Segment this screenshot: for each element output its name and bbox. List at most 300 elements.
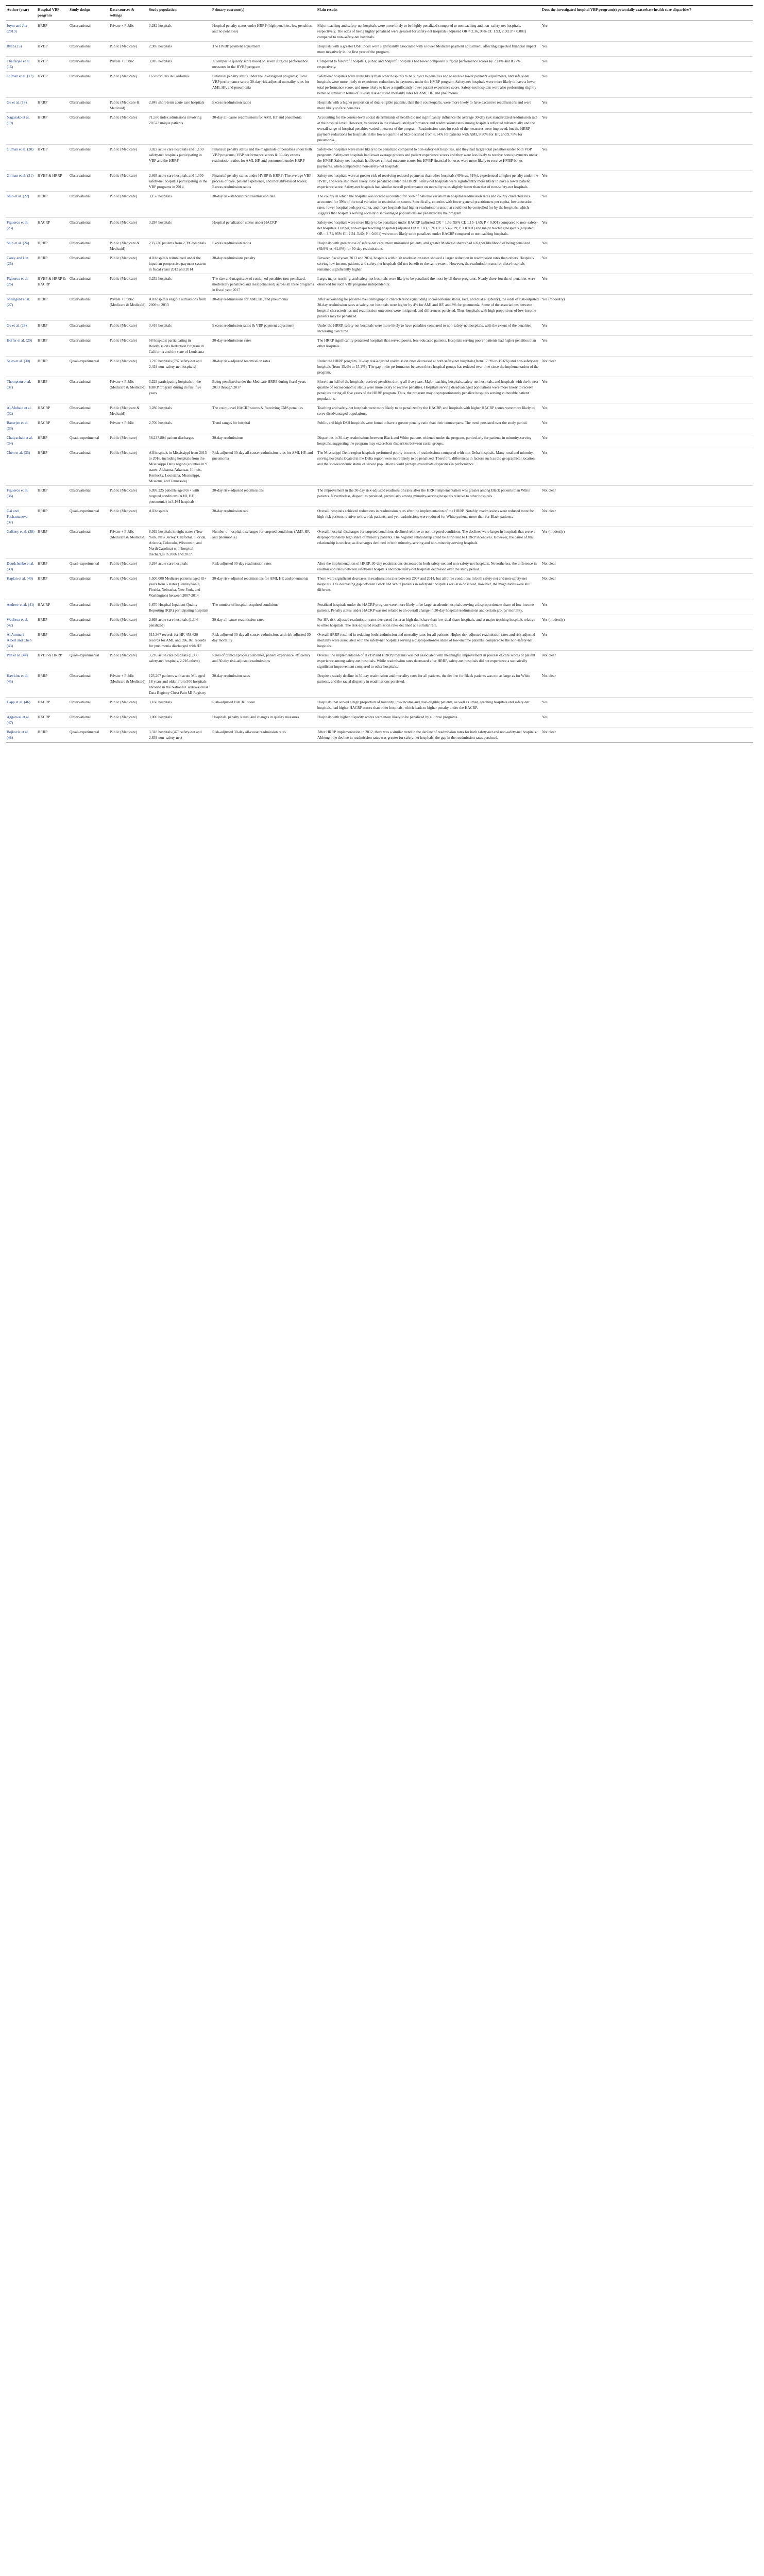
cell-author[interactable]: Banerjee et al. (33)	[6, 418, 37, 433]
table-row	[6, 171, 753, 192]
cell-design: Observational	[69, 295, 109, 321]
cell-outcome: 30-day readmissions rates	[211, 336, 316, 357]
cell-disparity: Yes (modestly)	[541, 295, 753, 321]
cell-population: 6,099,225 patients aged 65+ with targeted conditions (AMI, HF, pneumonia) in 3,164 hospitals	[148, 486, 211, 506]
column-header-outcome: Primary outcome(s)	[211, 6, 316, 21]
cell-disparity: Not clear	[541, 671, 753, 698]
cell-population: 3,216 acute care hospitals (1,000 safety-net hospitals, 2,216 others)	[148, 651, 211, 671]
cell-author[interactable]: Aggarwal et al. (47)	[6, 713, 37, 727]
cell-source: Private + Public (Medicare & Medicaid)	[109, 671, 148, 698]
cell-outcome: Hospitals' penalty status, and changes in quality measures	[211, 713, 316, 727]
table-row	[6, 218, 753, 239]
cell-disparity: Yes (modestly)	[541, 527, 753, 559]
cell-outcome: 30-day readmissions for AMI, HF, and pneumonia	[211, 295, 316, 321]
cell-program: HVBP	[37, 72, 69, 98]
cell-design: Observational	[69, 192, 109, 218]
cell-outcome: Rates of clinical process outcomes, patient experience, efficiency and 30-day risk-adjusted readmissions	[211, 651, 316, 671]
cell-population: 68 hospitals participating in Readmissions Reduction Program in California and the state of Louisiana	[148, 336, 211, 357]
cell-source: Public (Medicare)	[109, 615, 148, 630]
cell-outcome: Risk-adjusted 30-day all-cause readmission rates	[211, 727, 316, 742]
cell-population: 515,367 records for HF, 458,620 records for AMI, and 596,161 records for pneumonia discharged with HF	[148, 630, 211, 651]
cell-source: Public (Medicare)	[109, 486, 148, 506]
cell-disparity: Yes	[541, 377, 753, 403]
column-header-design: Study design	[69, 6, 109, 21]
cell-population: All hospitals reimbursed under the inpatient prospective payment system in fiscal years 2013 and 2014	[148, 253, 211, 274]
cell-results: Large, major teaching, and safety-net hospitals were likely to be penalized the most by all three programs. Nearly three-fourths of penalties were observed for such VBP programs independently.	[316, 274, 541, 295]
table-body	[6, 21, 753, 742]
cell-source: Public (Medicare)	[109, 727, 148, 742]
cell-disparity: Yes	[541, 336, 753, 357]
cell-program: HACRP	[37, 600, 69, 615]
cell-disparity: Yes	[541, 448, 753, 486]
cell-author[interactable]: Nagasako et al. (19)	[6, 113, 37, 145]
cell-design: Observational	[69, 239, 109, 253]
cell-source: Public (Medicare)	[109, 698, 148, 713]
cell-program: HACRP	[37, 418, 69, 433]
cell-design: Observational	[69, 145, 109, 171]
cell-program: HACRP	[37, 403, 69, 418]
cell-disparity: Yes	[541, 418, 753, 433]
cell-author[interactable]: Shih et al. (24)	[6, 239, 37, 253]
cell-outcome: 30-day risk-adjusted readmissions	[211, 486, 316, 506]
cell-program: HRRP	[37, 630, 69, 651]
cell-results: Safety-net hospitals were at greater risk of receiving reduced payments than other hospitals (49% vs. 51%), experienced a higher penalty under the HVBP, and were also more likely to be penalized under the HRRP. Safety-net hospitals were significantly more likely to have a lower patient experience score. Safety-net hospitals had similar overall performance on mortality rates slightly better than that of non-safety-net hospitals.	[316, 171, 541, 192]
cell-disparity: Not clear	[541, 357, 753, 377]
cell-population: 3,155 hospitals	[148, 192, 211, 218]
cell-disparity: Yes	[541, 274, 753, 295]
cell-author[interactable]: Chen et al. (35)	[6, 448, 37, 486]
cell-source: Public (Medicare & Medicaid)	[109, 403, 148, 418]
cell-outcome: 30-day risk-adjusted readmissions for AMI, HF, and pneumonia	[211, 574, 316, 600]
cell-outcome: Risk-adjusted HACRP score	[211, 698, 316, 713]
cell-results: Hospitals with greater use of safety-net care, more uninsured patients, and greater Medicaid shares had a higher likelihood of being penalized (69.9% vs. 61.0%) for 90-day readmissions.	[316, 239, 541, 253]
cell-disparity: Not clear	[541, 574, 753, 600]
table-row	[6, 98, 753, 113]
cell-source: Private + Public (Medicare & Medicaid)	[109, 377, 148, 403]
cell-population: All hospitals eligible admissions from 2009 to 2013	[148, 295, 211, 321]
cell-results: For HF, risk-adjusted readmission rates decreased faster at high-dual share than low-dual share hospitals, and at major teaching hospitals relative to other hospitals. The risk-adjusted readmission rates declined at a similar rate.	[316, 615, 541, 630]
cell-source: Public (Medicare)	[109, 559, 148, 574]
cell-disparity: Yes	[541, 239, 753, 253]
cell-results: Overall, hospital discharges for targeted conditions declined relative to non-targeted conditions. The declines were larger in hospitals that serve a disproportionately high share of minority patients. The negative relationship could be attributed to HRRP incentives. However, the cause of this relationship is unclear, as discharges declined in both minority-serving and non-minority-serving hospitals.	[316, 527, 541, 559]
cell-source: Public (Medicare)	[109, 448, 148, 486]
cell-results: Despite a steady decline in 30-day readmission and mortality rates for all patients, the decline for Black patients was not as large as for White patients, and the racial disparity in readmissions persisted.	[316, 671, 541, 698]
cell-program: HRRP	[37, 506, 69, 527]
cell-design: Observational	[69, 698, 109, 713]
cell-source: Public (Medicare)	[109, 600, 148, 615]
cell-outcome: 30-day readmissions penalty	[211, 253, 316, 274]
cell-design: Observational	[69, 527, 109, 559]
cell-author[interactable]: Kaplan et al. (40)	[6, 574, 37, 600]
cell-source: Public (Medicare)	[109, 192, 148, 218]
cell-population: 58,237,804 patient discharges	[148, 433, 211, 448]
cell-outcome: 30-day risk-standardized readmission rate	[211, 192, 316, 218]
cell-program: HRRP	[37, 253, 69, 274]
cell-author[interactable]: Gilman et al. (17)	[6, 72, 37, 98]
cell-population: 3,318 hospitals (479 safety-net and 2,839 non–safety-net)	[148, 727, 211, 742]
cell-program: HRRP	[37, 527, 69, 559]
cell-program: HVBP & HRRP	[37, 171, 69, 192]
table-row	[6, 727, 753, 742]
cell-outcome: Hospital penalization status under HACRP	[211, 218, 316, 239]
table-row	[6, 357, 753, 377]
table-row	[6, 57, 753, 72]
cell-disparity: Yes	[541, 698, 753, 713]
cell-outcome: 30-day risk-adjusted readmission rates	[211, 357, 316, 377]
table-row	[6, 615, 753, 630]
cell-program: HVBP	[37, 145, 69, 171]
cell-outcome: 30-day readmissions	[211, 433, 316, 448]
cell-outcome: A composite quality score based on seven surgical performance measures in the HVBP program	[211, 57, 316, 72]
cell-population: 3,264 acute care hospitals	[148, 559, 211, 574]
cell-program: HRRP	[37, 486, 69, 506]
table-row	[6, 21, 753, 42]
cell-program: HACRP	[37, 698, 69, 713]
cell-program: HVBP & HRRP & HACRP	[37, 274, 69, 295]
cell-outcome: Risk-adjusted 30-day all-cause readmissions and risk-adjusted 30-day mortality	[211, 630, 316, 651]
table-row	[6, 486, 753, 506]
cell-source: Public (Medicare)	[109, 171, 148, 192]
cell-outcome: 30-day readmission rates	[211, 671, 316, 698]
cell-results: Hospitals with a higher proportion of dual-eligible patients, than their counterparts, were more likely to have excessive readmissions and were more likely to face penalties.	[316, 98, 541, 113]
cell-outcome: The HVBP payment adjustment	[211, 42, 316, 57]
cell-program: HRRP	[37, 239, 69, 253]
table-row	[6, 113, 753, 145]
cell-disparity: Yes	[541, 42, 753, 57]
cell-program: HACRP	[37, 713, 69, 727]
cell-outcome: The number of hospital-acquired conditions	[211, 600, 316, 615]
cell-source: Public (Medicare)	[109, 574, 148, 600]
column-header-disparity: Does the investigated hospital VBP program(s) potentially exacerbate health care disparities?	[541, 6, 753, 21]
table-row	[6, 506, 753, 527]
cell-program: HACRP	[37, 218, 69, 239]
cell-author[interactable]: Chatterjee et al. (16)	[6, 57, 37, 72]
cell-program: HRRP	[37, 321, 69, 336]
cell-outcome: Hospital penalty status under HRRP (high penalties, low penalties, and no penalties)	[211, 21, 316, 42]
column-header-author: Author (year)	[6, 6, 37, 21]
cell-source: Public (Medicare)	[109, 145, 148, 171]
cell-program: HRRP	[37, 357, 69, 377]
cell-program: HVBP & HRRP	[37, 651, 69, 671]
cell-outcome: Financial penalty status under the investigated programs; Total VBP performance score; 30-day risk-adjusted mortality rates for AMI, HF, and pneumonia	[211, 72, 316, 98]
table-row	[6, 403, 753, 418]
cell-source: Public (Medicare)	[109, 713, 148, 727]
cell-population: All hospitals	[148, 506, 211, 527]
cell-design: Observational	[69, 321, 109, 336]
cell-design: Observational	[69, 615, 109, 630]
cell-design: Quasi-experimental	[69, 727, 109, 742]
table-row	[6, 671, 753, 698]
cell-design: Observational	[69, 600, 109, 615]
cell-author[interactable]: Figueroa et al. (23)	[6, 218, 37, 239]
cell-author[interactable]: Sheingold et al. (27)	[6, 295, 37, 321]
cell-source: Public (Medicare)	[109, 42, 148, 57]
cell-disparity: Yes	[541, 253, 753, 274]
table-row	[6, 433, 753, 448]
cell-disparity: Yes	[541, 145, 753, 171]
cell-author[interactable]: Al Ammari-Albert and Chen (43)	[6, 630, 37, 651]
cell-program: HRRP	[37, 559, 69, 574]
cell-results: The Mississippi Delta region hospitals performed poorly in terms of readmissions compared with non-Delta hospitals. Many rural and minority-serving hospitals located in the Delta region were more likely to be penalized. Therefore, differences in factors such as the geographical location and the socioeconomic status of served populations could perhaps exacerbate disparities in performance.	[316, 448, 541, 486]
cell-population: 2,849 short-term acute care hospitals	[148, 98, 211, 113]
cell-program: HRRP	[37, 727, 69, 742]
cell-source: Public (Medicare)	[109, 218, 148, 239]
cell-program: HVBP	[37, 42, 69, 57]
cell-results: After accounting for patient-level demographic characteristics (including socioeconomic status, race, and dual eligibility), the odds of risk-adjusted 30-day readmission rates at safety-net hospitals were higher by 4% for AMI and HF, and 3% for pneumonia. Some of the associations between hospital characteristics and readmission outcomes were mitigated, and differences persisted. Thus, hospitals with high proportions of low-income patients may be penalized.	[316, 295, 541, 321]
cell-design: Observational	[69, 630, 109, 651]
cell-design: Quasi-experimental	[69, 506, 109, 527]
cell-outcome: The count-level HACRP scores & Receiving CMS penalties	[211, 403, 316, 418]
cell-results: There were significant decreases in readmission rates between 2007 and 2014, but all three conditions in both safety-net and non-safety-net hospitals. The decreasing gap between Black and White patients in safety-net hospitals was also observed, however, the magnitudes were still different.	[316, 574, 541, 600]
cell-program: HVBP	[37, 57, 69, 72]
cell-outcome: The size and magnitude of combined penalties (not penalized, moderately penalized and least penalized) across all three programs in fiscal year 2017	[211, 274, 316, 295]
cell-design: Observational	[69, 171, 109, 192]
cell-results: After HRRP implementation in 2012, there was a similar trend in the decline of readmission rates for both safety-net and non-safety-net hospitals. Although the decline in readmission rates was greater for safety-net hospitals, the gap in the readmission rates persisted.	[316, 727, 541, 742]
cell-outcome: Financial penalty status under HVBP & HRRP; The average VBP process of care, patient experience, and mortality-based scores; Excess readmission ratios	[211, 171, 316, 192]
cell-source: Public (Medicare)	[109, 253, 148, 274]
cell-results: Overall HRRP resulted in reducing both readmission and mortality rates for all patients. Higher risk-adjusted readmission rates and risk-adjusted mortality were associated with the safety-net hospitals serving a disproportionate share of low-income patients, compared to the non-safety-net hospitals.	[316, 630, 541, 651]
cell-disparity: Yes	[541, 218, 753, 239]
cell-population: 233,226 patients from 2,396 hospitals	[148, 239, 211, 253]
table-row	[6, 321, 753, 336]
cell-source: Public (Medicare)	[109, 321, 148, 336]
cell-disparity: Yes	[541, 630, 753, 651]
cell-results: Safety-net hospitals were more likely than other hospitals to be subject to penalties and to receive lower payment adjustments, and safety-net hospitals were more likely to experience reductions in payments under the HVBP program. Safety-net hospitals were more likely to have a lower total performance score, and more likely to have a significantly lower patient experience score. Safety-net hospitals were also performing slightly better or similar in terms of 30-day risk-adjusted mortality rates for AMI, HF, and pneumonia.	[316, 72, 541, 98]
cell-results: Compared to for-profit hospitals, public and nonprofit hospitals had lower composite surgical performance scores by 7.14% and 8.77%, respectively.	[316, 57, 541, 72]
table-row	[6, 713, 753, 727]
cell-author[interactable]: Gai and Pachamanova (37)	[6, 506, 37, 527]
cell-results: Teaching and safety-net hospitals were more likely to be penalized by the HACRP, and hospitals with higher HACRP scores were more likely to serve disadvantaged populations.	[316, 403, 541, 418]
cell-disparity: Yes (modestly)	[541, 615, 753, 630]
cell-outcome: 30-day all-cause readmission rates	[211, 615, 316, 630]
cell-results: The improvement in the 30-day risk-adjusted readmission rates after the HRRP implementation was greater among Black patients than White patients. Nevertheless, disparities persisted, particularly among minority-serving hospitals relative to other hospitals.	[316, 486, 541, 506]
cell-source: Private + Public	[109, 21, 148, 42]
cell-population: 3,284 hospitals	[148, 218, 211, 239]
cell-design: Quasi-experimental	[69, 357, 109, 377]
cell-design: Observational	[69, 57, 109, 72]
cell-results: Under the HRRP program, 30-day risk-adjusted readmission rates decreased at both safety-net hospitals (from 17.9% to 15.6%) and non-safety-net hospitals (from 15.4% to 15.2%). The gap in the performance between these hospital groups has reduced over time since the implementation of the program.	[316, 357, 541, 377]
cell-disparity: Not clear	[541, 559, 753, 574]
cell-source: Public (Medicare)	[109, 506, 148, 527]
cell-population: All hospitals in Mississippi from 2013 to 2016, including hospitals from the Mississippi Delta region (counties in 9 states: Alabama, Arkansas, Illinois, Kentucky, Louisiana, Mississippi, Missouri, and Tennessee)	[148, 448, 211, 486]
cell-disparity: Yes	[541, 433, 753, 448]
cell-source: Public (Medicare)	[109, 336, 148, 357]
cell-population: 3,282 hospitals	[148, 21, 211, 42]
cell-source: Public (Medicare)	[109, 357, 148, 377]
studies-table	[6, 5, 753, 742]
table-header-row	[6, 6, 753, 21]
cell-source: Private + Public	[109, 57, 148, 72]
cell-results: Penalized hospitals under the HACRP program were more likely to be large, academic hospitals serving a disproportionate share of low-income patients. Penalty status under HACRP was not related to an overall change in 30-day hospital readmissions and certain groups' mortality.	[316, 600, 541, 615]
cell-outcome: 30-day readmission rate	[211, 506, 316, 527]
cell-source: Private + Public (Medicare & Medicaid)	[109, 295, 148, 321]
cell-author[interactable]: Ryan (15)	[6, 42, 37, 57]
cell-population: 71,550 index admissions involving 20,523 unique patients	[148, 113, 211, 145]
cell-population: 3,160 hospitals	[148, 698, 211, 713]
table-row	[6, 600, 753, 615]
cell-outcome: Excess readmission ratios	[211, 239, 316, 253]
cell-design: Observational	[69, 403, 109, 418]
cell-design: Quasi-experimental	[69, 433, 109, 448]
table-row	[6, 145, 753, 171]
cell-program: HRRP	[37, 98, 69, 113]
cell-results: Disparities in 30-day readmissions between Black and White patients widened under the program, particularly for patients in minority-serving hospitals, suggesting the program may exacerbate disparities between racial groups.	[316, 433, 541, 448]
cell-disparity: Yes	[541, 57, 753, 72]
cell-author[interactable]: Chaiyachati et al. (34)	[6, 433, 37, 448]
cell-program: HRRP	[37, 113, 69, 145]
cell-population: 2,985 hospitals	[148, 42, 211, 57]
cell-source: Public (Medicare)	[109, 433, 148, 448]
cell-source: Public (Medicare & Medicaid)	[109, 98, 148, 113]
cell-author[interactable]: Hawkins et al. (45)	[6, 671, 37, 698]
column-header-population: Study population	[148, 6, 211, 21]
table-row	[6, 295, 753, 321]
cell-outcome: 30-day all-cause readmissions for AMI, HF and pneumonia	[211, 113, 316, 145]
cell-disparity: Not clear	[541, 506, 753, 527]
cell-author[interactable]: Doudchenko et al. (39)	[6, 559, 37, 574]
cell-design: Observational	[69, 274, 109, 295]
cell-program: HRRP	[37, 433, 69, 448]
cell-population: 123,207 patients with acute MI, aged 18 years and older, from 500 hospitals enrolled in the National Cardiovascular Data Registry Chest Pain MI Registry	[148, 671, 211, 698]
cell-author[interactable]: Joynt and Jha (2013)	[6, 21, 37, 42]
table-row	[6, 253, 753, 274]
cell-results: Between fiscal years 2013 and 2014, hospitals with high readmission rates showed a larger reduction in readmission rates than others. Hospitals serving low-income patients and safety-net hospitals did not benefit to the same extent. However, the readmission rates for these hospitals remained significantly higher.	[316, 253, 541, 274]
column-header-program: Hospital VBP program	[37, 6, 69, 21]
cell-disparity: Yes	[541, 713, 753, 727]
cell-author[interactable]: Carey and Lin (25)	[6, 253, 37, 274]
cell-author[interactable]: Wadhera et al. (42)	[6, 615, 37, 630]
cell-population: 2,665 acute care hospitals and 1,300 safety-net hospitals participating in the VBP programs in 2014	[148, 171, 211, 192]
cell-program: HRRP	[37, 671, 69, 698]
cell-outcome: Financial penalty status and the magnitude of penalties under both VBP programs; VBP performance scores & 30-day excess readmission ratios for AMI, HF, and pneumonia under HRRP	[211, 145, 316, 171]
cell-design: Observational	[69, 113, 109, 145]
cell-population: 1,500,000 Medicare patients aged 65+ years from 5 states (Pennsylvania, Florida, Nebraska, New York, and Washington) between 2007-2014	[148, 574, 211, 600]
cell-population: 2,868 acute care hospitals (1,346 penalized)	[148, 615, 211, 630]
cell-population: 3,016 hospitals	[148, 57, 211, 72]
cell-results: The county in which the hospital was located accounted for 56% of national variation in hospital readmission rates and county characteristics accounted for 39% of the total variation in readmission scores. Specifically, counties with fewer general practitioners per capita, low-education rates, fewer hospital beds per capita, and more hospitals had higher readmission rates that could not be controlled for by the hospitals, which suggests that hospitals serving socially disadvantaged populations are penalized by the program.	[316, 192, 541, 218]
cell-outcome: Risk-adjusted 30-day readmission rates	[211, 559, 316, 574]
cell-program: HRRP	[37, 192, 69, 218]
cell-disparity: Yes	[541, 403, 753, 418]
cell-author[interactable]: Sales et al. (30)	[6, 357, 37, 377]
cell-disparity: Yes	[541, 600, 753, 615]
cell-author[interactable]: Gilman et al. (21)	[6, 171, 37, 192]
cell-design: Observational	[69, 574, 109, 600]
cell-outcome: Being penalized under the Medicare HRRP during fiscal years 2013 through 2017	[211, 377, 316, 403]
cell-author[interactable]: Figueroa et al. (26)	[6, 274, 37, 295]
cell-source: Public (Medicare & Medicaid)	[109, 239, 148, 253]
cell-results: Public, and high DSH hospitals were found to have a greater penalty ratio than their counterparts. The trend persisted over the study period.	[316, 418, 541, 433]
cell-population: 3,416 hospitals	[148, 321, 211, 336]
cell-disparity: Not clear	[541, 651, 753, 671]
cell-design: Observational	[69, 253, 109, 274]
cell-author[interactable]: Al-Mubaid et al. (32)	[6, 403, 37, 418]
cell-author[interactable]: Hoffer et al. (29)	[6, 336, 37, 357]
cell-results: Safety-net hospitals were more likely to be penalized under HACRP (adjusted OR = 1.59, 95% CI: 1.15–1.69; P < 0.001) compared to non–safety-net hospitals. Further, non–major teaching hospitals (adjusted OR = 1.83, 95% CI: 1.53–2.19; P < 0.001) and major teaching hospitals (adjusted OR = 3.71, 95% CI: 2.54–5.40; P < 0.001) were more likely to be penalized under HACRP compared to nonteaching hospitals.	[316, 218, 541, 239]
cell-disparity: Yes	[541, 321, 753, 336]
cell-results: Hospitals that served a high proportion of minority, low-income and dual-eligible patients, as well as urban, teaching hospitals and safety-net hospitals, had higher HACRP scores than other hospitals, which leads to higher penalty under the HACRP.	[316, 698, 541, 713]
column-header-source: Data sources & settings	[109, 6, 148, 21]
cell-author[interactable]: Gaffney et al. (38)	[6, 527, 37, 559]
table-row	[6, 274, 753, 295]
cell-population: 2,700 hospitals	[148, 418, 211, 433]
cell-program: HRRP	[37, 295, 69, 321]
cell-author[interactable]: Shih et al. (22)	[6, 192, 37, 218]
cell-author[interactable]: Gu et al. (28)	[6, 321, 37, 336]
cell-design: Observational	[69, 486, 109, 506]
cell-design: Observational	[69, 671, 109, 698]
cell-author[interactable]: Dapp et al. (46)	[6, 698, 37, 713]
table-row	[6, 698, 753, 713]
table-row	[6, 527, 753, 559]
cell-design: Observational	[69, 21, 109, 42]
cell-outcome: Number of hospital discharges for targeted conditions (AMI, HF, and pneumonia)	[211, 527, 316, 559]
cell-results: Major teaching and safety-net hospitals were more likely to be highly penalized compared to nonteaching and non–safety-net hospitals, respectively. The odds of being highly penalized were greatest for safety-net hospitals (adjusted OR = 2.36, 95% CI: 1.93, 2.90; P < 0.001) compared to non–safety-net hospitals.	[316, 21, 541, 42]
cell-author[interactable]: Pan et al. (44)	[6, 651, 37, 671]
cell-results: Overall, hospitals achieved reductions in readmission rates after the implementation of the HRRP. Notably, readmissions were reduced more for high-risk patients relative to low-risk patients, and yet readmissions were reduced for White patients more than for Black patients.	[316, 506, 541, 527]
cell-results: Hospitals with a greater DSH index were significantly associated with a lower Medicare payment adjustment, affecting expected financial impact more negatively in the first year of the program.	[316, 42, 541, 57]
cell-population: 163 hospitals in California	[148, 72, 211, 98]
cell-design: Observational	[69, 418, 109, 433]
cell-author[interactable]: Gilman et al. (20)	[6, 145, 37, 171]
cell-program: HRRP	[37, 377, 69, 403]
cell-population: 3,286 hospitals	[148, 403, 211, 418]
cell-source: Public (Medicare)	[109, 113, 148, 145]
cell-results: After the implementation of HRRP, 30-day readmissions decreased in both safety-net and non-safety-net hospitals. Nevertheless, the difference in readmission rates between safety-net hospitals and non-safety-net hospitals decreased over the study period.	[316, 559, 541, 574]
cell-results: Hospitals with higher disparity scores were more likely to be penalized by all three programs.	[316, 713, 541, 727]
cell-population: 3,000 hospitals	[148, 713, 211, 727]
cell-source: Public (Medicare)	[109, 274, 148, 295]
cell-design: Observational	[69, 713, 109, 727]
cell-outcome: Trend ranges for hospital	[211, 418, 316, 433]
cell-disparity: Yes	[541, 21, 753, 42]
table-row	[6, 448, 753, 486]
cell-program: HRRP	[37, 574, 69, 600]
cell-author[interactable]: Bojkovic et al. (48)	[6, 727, 37, 742]
cell-disparity: Yes	[541, 192, 753, 218]
cell-author[interactable]: Gu et al. (18)	[6, 98, 37, 113]
cell-design: Observational	[69, 72, 109, 98]
cell-population: 8,362 hospitals in eight states (New York, New Jersey, California, Florida, Arizona, Colorado, Wisconsin, and North Carolina) with hospital discharges in 2006 and 2017	[148, 527, 211, 559]
table-row	[6, 574, 753, 600]
cell-results: More than half of the hospitals received penalties during all five years. Major teaching hospitals, safety-net hospitals, and hospitals with the lowest quartile of socioeconomic status were more likely to receive penalties. Hospitals serving disadvantaged populations were more likely to receive penalties during all five years of the HRRP program. Thus, the program may disproportionately penalize hospitals serving vulnerable patient populations.	[316, 377, 541, 403]
cell-author[interactable]: Thompson et al. (31)	[6, 377, 37, 403]
table-row	[6, 630, 753, 651]
cell-population: 3,229 participating hospitals in the HRRP program during its first five years	[148, 377, 211, 403]
cell-disparity: Yes	[541, 171, 753, 192]
cell-disparity: Not clear	[541, 486, 753, 506]
cell-program: HRRP	[37, 336, 69, 357]
cell-population: 1,670 Hospital Inpatient Quality Reporting (IQR) participating hospitals	[148, 600, 211, 615]
cell-design: Observational	[69, 42, 109, 57]
table-row	[6, 192, 753, 218]
table-row	[6, 336, 753, 357]
cell-design: Quasi-experimental	[69, 651, 109, 671]
column-header-results: Main results	[316, 6, 541, 21]
cell-design: Quasi-experimental	[69, 559, 109, 574]
cell-population: 3,022 acute care hospitals and 1,150 safety-net hospitals participating in VBP and the HRRP	[148, 145, 211, 171]
cell-author[interactable]: Andrew et al. (41)	[6, 600, 37, 615]
cell-results: Overall, the implementation of HVBP and HRRP programs was not associated with meaningful improvement in process of care scores or patient experience among safety-net hospitals. While readmission rates decreased after HRRP, safety-net hospitals did not experience a statistically significant improvement compared to other hospitals.	[316, 651, 541, 671]
cell-design: Observational	[69, 218, 109, 239]
cell-population: 3,252 hospitals	[148, 274, 211, 295]
cell-disparity: Not clear	[541, 727, 753, 742]
cell-disparity: Yes	[541, 98, 753, 113]
cell-design: Observational	[69, 336, 109, 357]
cell-author[interactable]: Figueroa et al. (36)	[6, 486, 37, 506]
cell-source: Public (Medicare)	[109, 651, 148, 671]
table-row	[6, 72, 753, 98]
